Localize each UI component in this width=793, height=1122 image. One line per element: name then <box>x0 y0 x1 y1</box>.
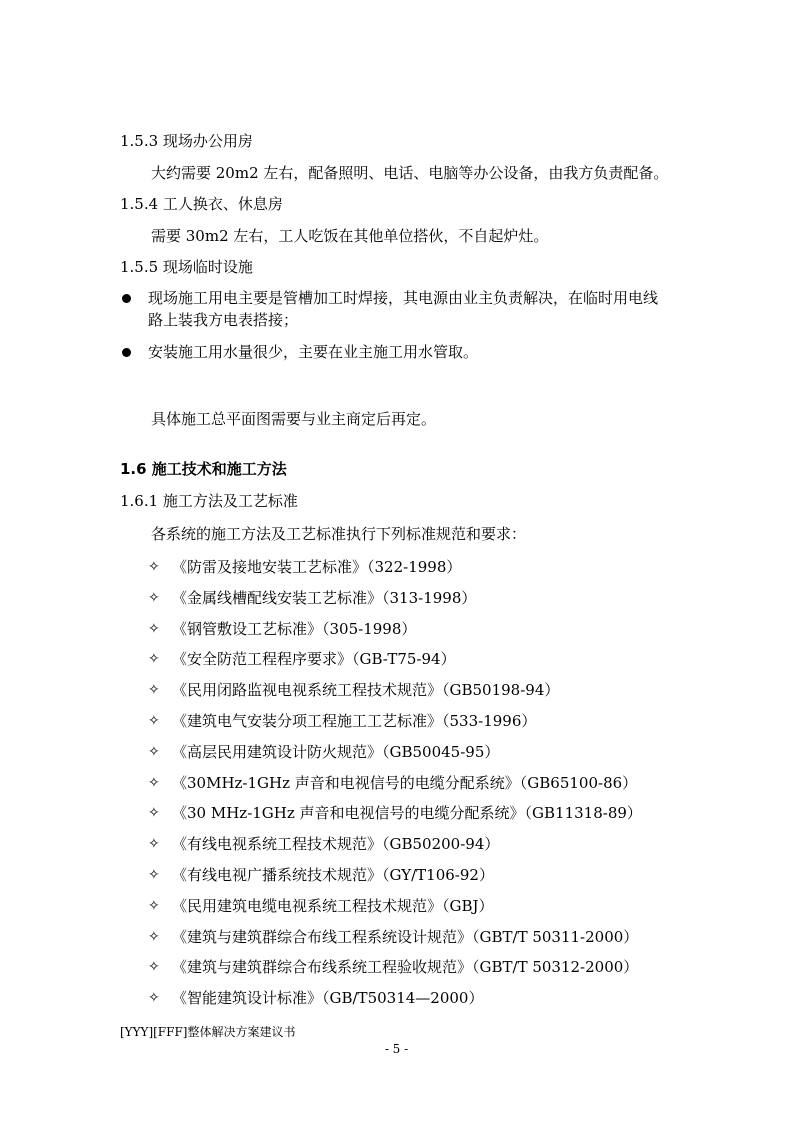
standard-item: 《建筑与建筑群综合布线系统工程验收规范》（GBT/T 50312-2000） <box>172 958 639 976</box>
standard-item: 《钢管敷设工艺标准》（305-1998） <box>172 620 417 638</box>
bullet-1-line-2: 路上装我方电表搭接； <box>148 311 299 329</box>
standard-item: 《民用建筑电缆电视系统工程技术规范》（GBJ） <box>172 897 494 915</box>
section-1-6-heading: 1.6 施工技术和施工方法 <box>120 460 287 478</box>
section-1-6-1-intro: 各系统的施工方法及工艺标准执行下列标准规范和要求： <box>151 525 527 543</box>
standard-item: 《建筑与建筑群综合布线工程系统设计规范》（GBT/T 50311-2000） <box>172 928 639 946</box>
list-marker-icon: ✧ <box>148 682 160 698</box>
standard-item: 《民用闭路监视电视系统工程技术规范》（GB50198-94） <box>172 681 560 699</box>
standard-item: 《有线电视广播系统技术规范》（GY/T106-92） <box>172 866 494 884</box>
list-marker-icon: ✧ <box>148 775 160 791</box>
list-marker-icon: ✧ <box>148 559 160 575</box>
list-marker-icon: ✧ <box>148 621 160 637</box>
standard-item: 《30 MHz-1GHz 声音和电视信号的电缆分配系统》（GB11318-89） <box>172 804 642 822</box>
section-1-5-3-body: 大约需要 20m2 左右，配备照明、电话、电脑等办公设备，由我方负责配备。 <box>151 164 669 182</box>
list-marker-icon: ✧ <box>148 713 160 729</box>
section-1-5-5-heading: 1.5.5 现场临时设施 <box>120 258 253 276</box>
list-marker-icon: ✧ <box>148 836 160 852</box>
section-1-5-3-heading: 1.5.3 现场办公用房 <box>120 132 253 150</box>
section-1-6-1-heading: 1.6.1 施工方法及工艺标准 <box>120 492 298 510</box>
list-marker-icon: ✧ <box>148 744 160 760</box>
bullet-1-line-1: 现场施工用电主要是管槽加工时焊接，其电源由业主负责解决，在临时用电线 <box>148 289 659 307</box>
list-marker-icon: ✧ <box>148 590 160 606</box>
section-1-5-4-heading: 1.5.4 工人换衣、休息房 <box>120 195 283 213</box>
list-marker-icon: ✧ <box>148 898 160 914</box>
standard-item: 《金属线槽配线安装工艺标准》（313-1998） <box>172 589 477 607</box>
standard-item: 《有线电视系统工程技术规范》（GB50200-94） <box>172 835 500 853</box>
standard-item: 《30MHz-1GHz 声音和电视信号的电缆分配系统》（GB65100-86） <box>172 774 638 792</box>
standard-item: 《建筑电气安装分项工程施工工艺标准》（533-1996） <box>172 712 537 730</box>
standard-item: 《防雷及接地安装工艺标准》（322-1998） <box>172 558 462 576</box>
standard-item: 《高层民用建筑设计防火规范》（GB50045-95） <box>172 743 500 761</box>
list-marker-icon: ✧ <box>148 959 160 975</box>
list-marker-icon: ✧ <box>148 867 160 883</box>
layout-note: 具体施工总平面图需要与业主商定后再定。 <box>151 410 437 428</box>
section-1-5-4-body: 需要 30m2 左右，工人吃饭在其他单位搭伙，不自起炉灶。 <box>151 227 549 245</box>
bullet-dot-icon <box>122 348 131 357</box>
list-marker-icon: ✧ <box>148 805 160 821</box>
list-marker-icon: ✧ <box>148 990 160 1006</box>
list-marker-icon: ✧ <box>148 651 160 667</box>
page-number: - 5 - <box>384 1042 409 1056</box>
standard-item: 《安全防范工程程序要求》（GB-T75-94） <box>172 650 456 668</box>
bullet-dot-icon <box>122 294 131 303</box>
list-marker-icon: ✧ <box>148 929 160 945</box>
footer-doc-title: [YYY][FFF]整体解决方案建议书 <box>120 1025 296 1039</box>
standard-item: 《智能建筑设计标准》（GB/T50314—2000） <box>172 989 484 1007</box>
bullet-2: 安装施工用水量很少，主要在业主施工用水管取。 <box>148 343 479 361</box>
